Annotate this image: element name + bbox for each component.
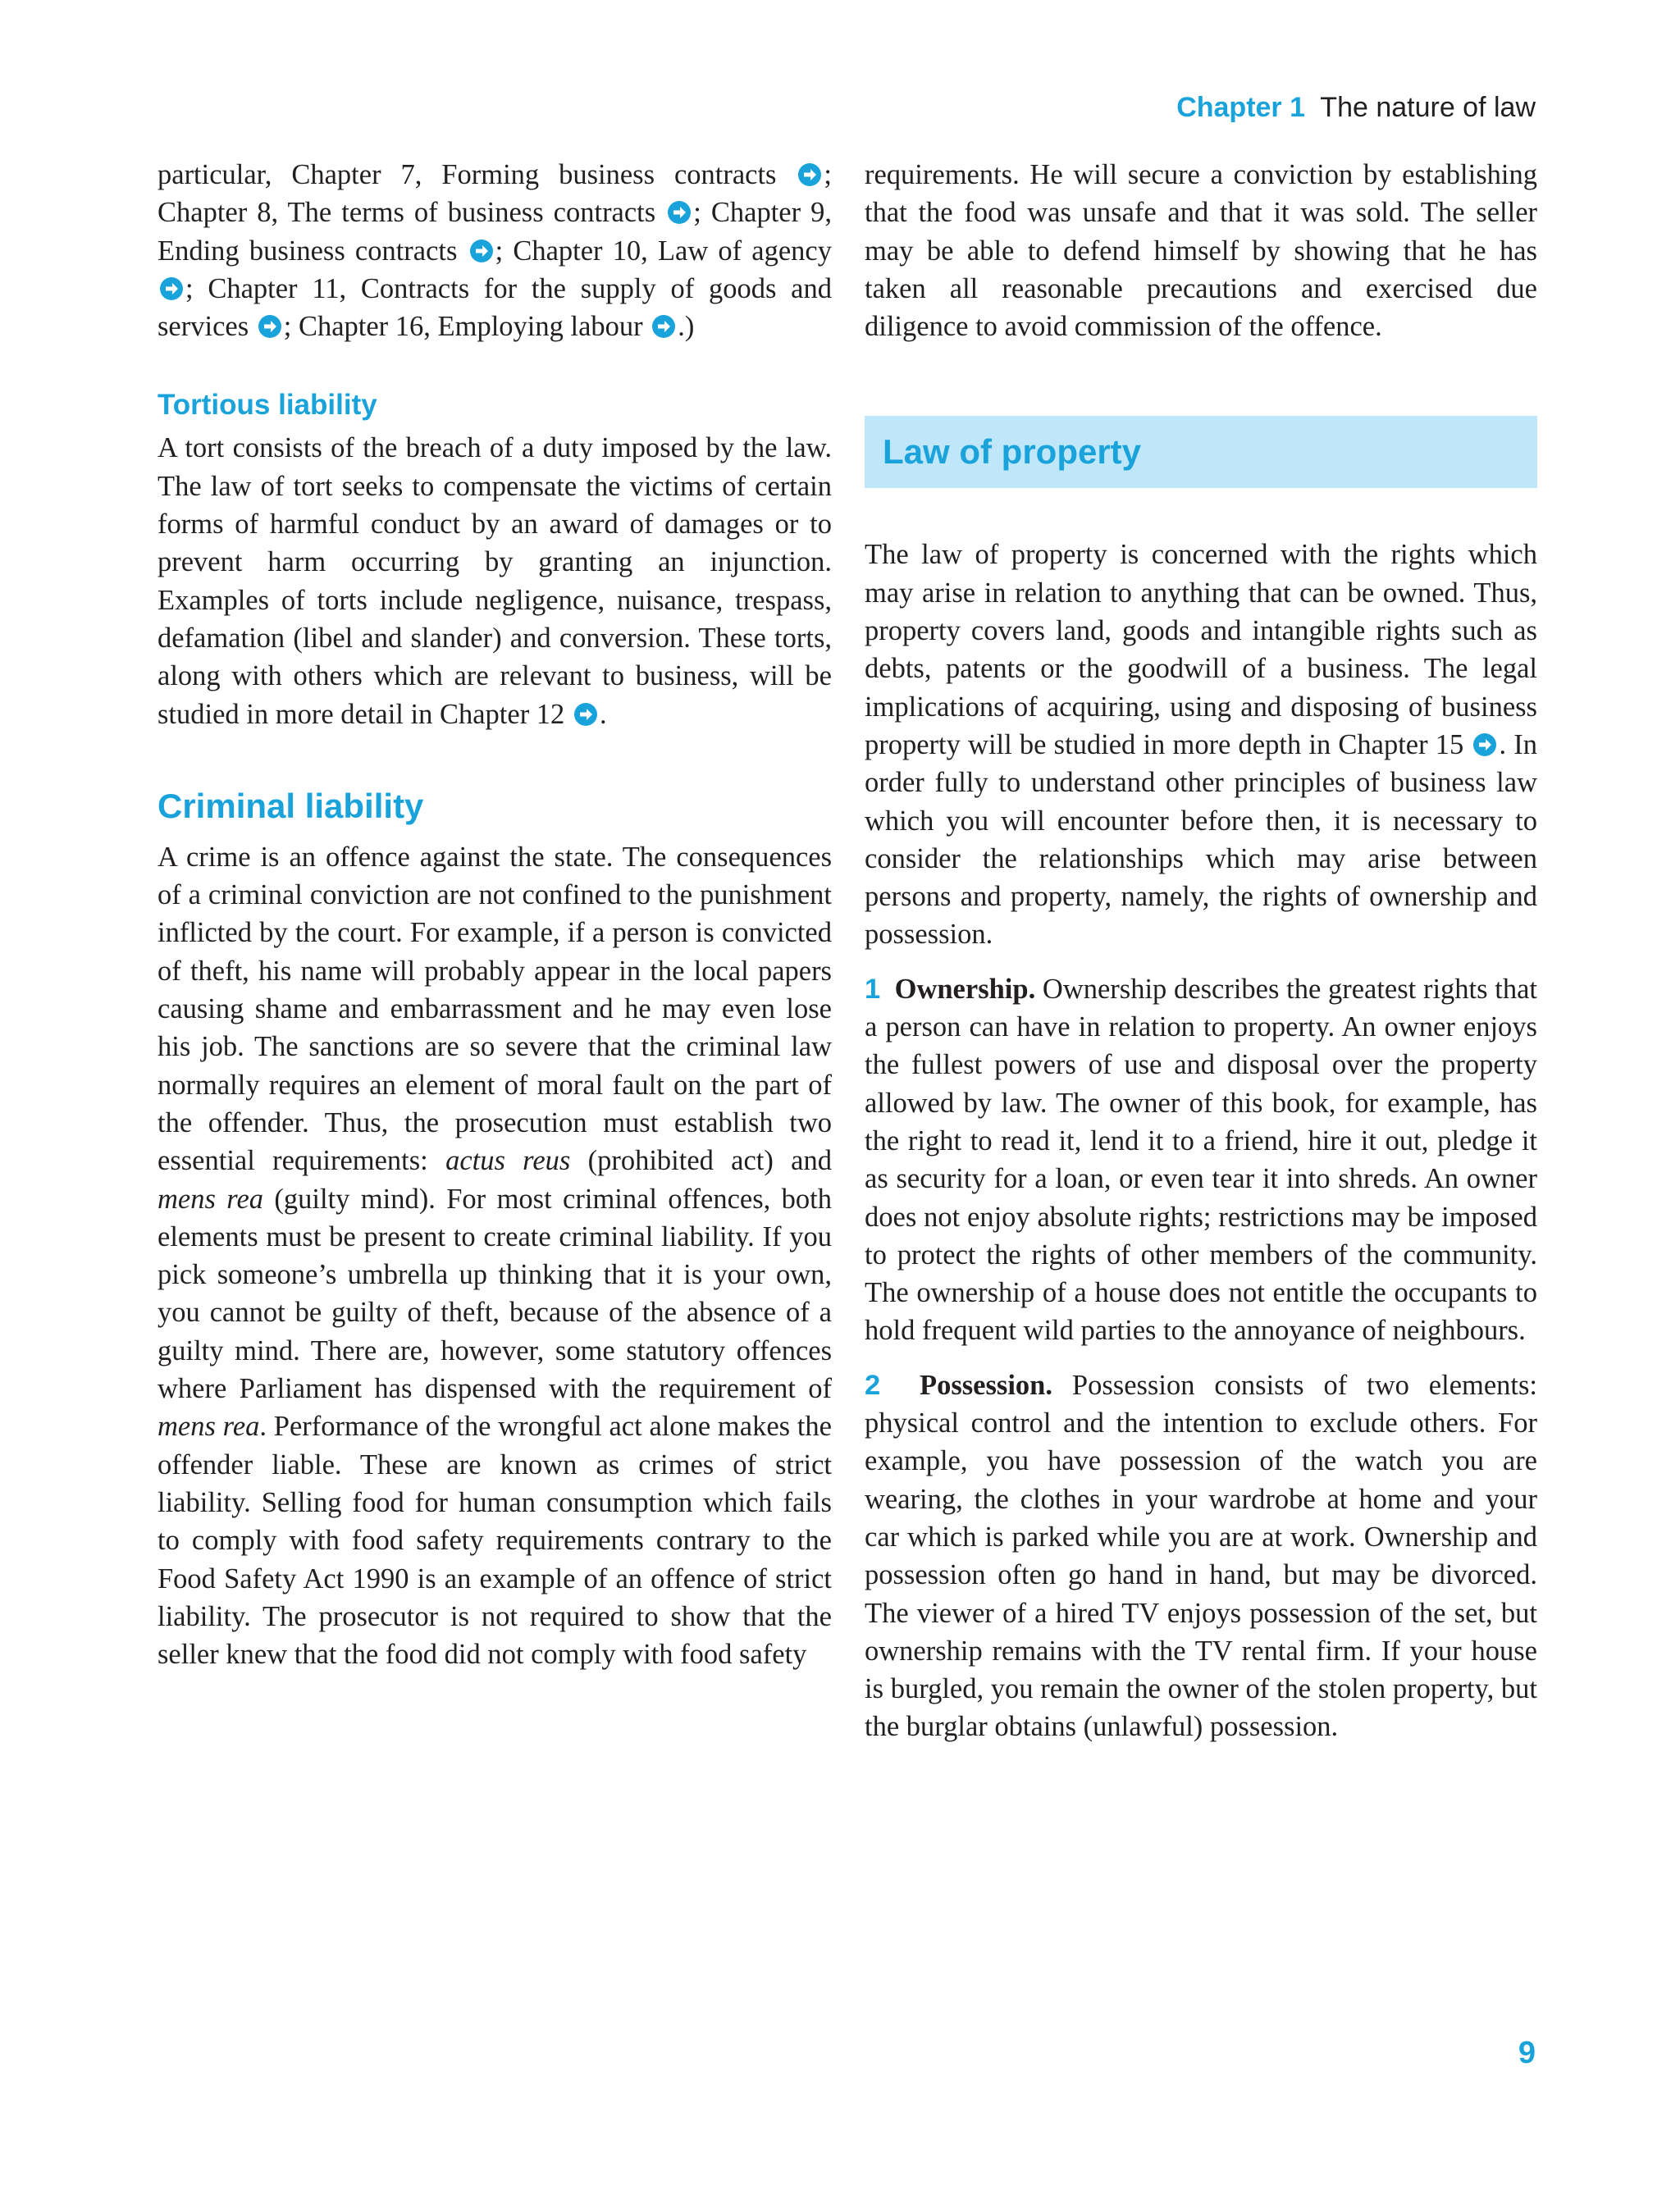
list-number: 1 bbox=[865, 973, 881, 1005]
arrow-circle-right-icon bbox=[1472, 732, 1497, 757]
possession-item: 2 Possession. Possession consists of two elements: physical control and the intention to exclude others. For example, you have possession of the watch you are wearing, the clothes in your wardrobe at home and your car which is parked while you are at work. Ownership and possession often go hand in hand, but may be divorced. The viewer of a hired TV enjoys possession of the set, but ownership remains with the TV rental firm. If your house is burgled, you remain the owner of the stolen property, but the burglar obtains (unlawful) possession. bbox=[865, 1369, 1538, 1743]
left-column bbox=[158, 156, 832, 1673]
page-number: 9 bbox=[1518, 2036, 1536, 2070]
list-number: 2 bbox=[865, 1369, 881, 1401]
continued-paragraph: requirements. He will secure a conviction by establishing that the food was unsafe and that it was sold. The seller may be able to defend himself by showing that he has taken all reasonable precautions and exercised due diligence to avoid commission of the offence. bbox=[865, 159, 1537, 343]
running-head bbox=[1176, 92, 1536, 124]
ownership-term: Ownership. bbox=[894, 973, 1036, 1005]
chapter-references-paragraph: particular, Chapter 7, Forming business contracts ; Chapter 8, The terms of business contracts ; Chapter 9, Ending business contracts ; Chapter 10, Law of agency ; Chapter 11, Contracts for the supply of goods and services ; Chapter 16, Employing labour .) bbox=[158, 159, 833, 343]
arrow-circle-right-icon bbox=[667, 200, 692, 225]
law-of-property-paragraph: The law of property is concerned with the rights which may arise in relation to anything that can be owned. Thus, property covers land, goods and intangible rights such as debts, patents or the goodwill of a business. The legal implications of acquiring, using and disposing of business property will be studied in more depth in Chapter 15 . In order fully to understand other principles of business law which you will encounter before then, it is necessary to consider the relationships which may arise between persons and property, namely, the rights of ownership and possession. bbox=[865, 539, 1538, 951]
possession-term: Possession. bbox=[920, 1369, 1052, 1401]
tortious-liability-heading: Tortious liability bbox=[158, 389, 377, 422]
arrow-circle-right-icon bbox=[258, 314, 282, 339]
law-of-property-heading: Law of property bbox=[883, 432, 1142, 472]
arrow-circle-right-icon bbox=[573, 702, 598, 727]
criminal-liability-heading: Criminal liability bbox=[158, 786, 424, 825]
criminal-liability-paragraph: A crime is an offence against the state. The consequences of a criminal conviction are not confined to the punishment inflicted by the court. For example, if a person is convicted of theft, his name will probably appear in the local papers causing shame and embarrassment and he may even lose his job. The sanctions are so severe that the criminal law normally requires an element of moral fault on the part of the offender. Thus, the prosecution must establish two essential requirements: actus reus (prohibited act) and mens rea (guilty mind). For most criminal offences, both elements must be present to create criminal liability. If you pick someone’s umbrella up thinking that it is your own, you cannot be guilty of theft, because of the absence of a guilty mind. There are, however, some statutory offences where Parliament has dispensed with the requirement of mens rea. Performance of the wrongful act alone makes the offender liable. These are known as crimes of strict liability. Selling food for human consumption which fails to comply with food safety requirements contrary to the Food Safety Act 1990 is an example of an offence of strict liability. The prosecutor is not required to show that the seller knew that the food did not comply with food safety bbox=[158, 841, 832, 1671]
arrow-circle-right-icon bbox=[159, 276, 184, 301]
chapter-title: The nature of law bbox=[1320, 92, 1536, 123]
arrow-circle-right-icon bbox=[797, 162, 822, 187]
law-of-property-banner bbox=[865, 416, 1537, 488]
arrow-circle-right-icon bbox=[469, 239, 494, 263]
ownership-item: 1 Ownership. Ownership describes the greatest rights that a person can have in relation to property. An owner enjoys the fullest powers of use and disposal over the property allowed by law. The owner of this book, for example, has the right to read it, lend it to a friend, hire it out, pledge it as security for a loan, or even tear it into shreds. An owner does not enjoy absolute rights; restrictions may be imposed to protect the rights of other members of the community. The ownership of a house does not entitle the occupants to hold frequent wild parties to the annoyance of neighbours. bbox=[865, 973, 1538, 1347]
right-column bbox=[865, 156, 1537, 1746]
chapter-label: Chapter 1 bbox=[1176, 92, 1306, 123]
tortious-liability-paragraph: A tort consists of the breach of a duty imposed by the law. The law of tort seeks to compensate the victims of certain forms of harmful conduct by an award of damages or to prevent harm occurring by granting an injunction. Examples of torts include negligence, nuisance, trespass, defamation (libel and slander) and conversion. These torts, along with others which are relevant to business, will be studied in more detail in Chapter 12 . bbox=[158, 432, 832, 730]
arrow-circle-right-icon bbox=[651, 314, 676, 339]
